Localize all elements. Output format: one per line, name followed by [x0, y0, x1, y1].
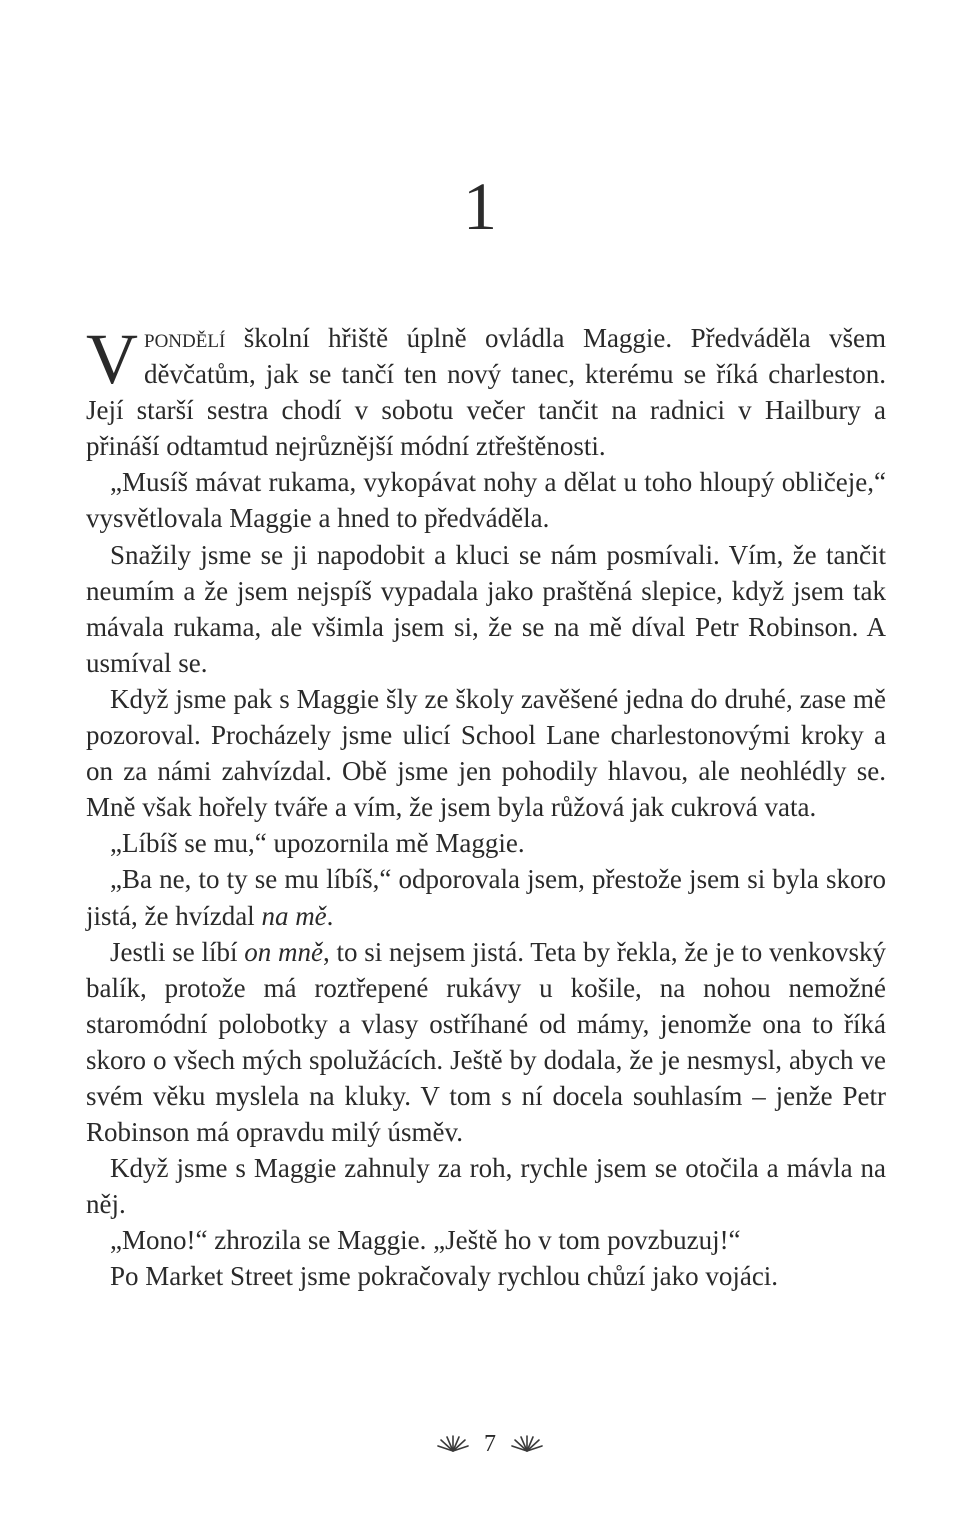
shell-ornament-icon	[436, 1435, 470, 1453]
page-footer	[0, 1424, 980, 1464]
paragraph-2: „Musíš mávat rukama, vykopávat nohy a dělat u toho hloupý obličeje,“ vysvětlovala Maggie a hned to předváděla.	[86, 467, 886, 534]
body-text	[86, 320, 886, 1295]
paragraph-3: Snažily jsme se ji napodobit a kluci se nám posmívali. Vím, že tančit neumím a že jsem nejspíš vypadala jako praštěná slepice, když jsem tak mávala rukama, ale všimla jsem si, že se na mě díval Petr Robinson. A usmíval se.	[86, 539, 886, 678]
paragraph-text: Jestli se líbí	[110, 936, 245, 967]
paragraph-text: školní hřiště úplně ovládla Maggie. Předváděla všem děvčatům, jak se tančí ten nový tanec, kterému se říká charleston. Její starší sestra chodí v sobotu večer tančit na radnici v Hailbury a přináší odtamtud nejrůznější módní ztřeštěnosti.	[86, 323, 886, 462]
paragraph-text: .	[326, 900, 334, 931]
italic-text: on mně	[244, 936, 324, 967]
paragraph-9: „Mono!“ zhrozila se Maggie. „Ještě ho v tom povzbuzuj!“	[110, 1225, 741, 1256]
paragraph-1	[86, 320, 886, 464]
paragraph-6	[86, 861, 886, 933]
paragraph-text: „Ba ne, to ty se mu líbíš,“ odporovala jsem, přestože jsem si byla skoro jistá, že hvízdal	[86, 864, 886, 931]
italic-text: na mě	[261, 900, 327, 931]
paragraph-4: Když jsme pak s Maggie šly ze školy zavěšené jedna do druhé, zase mě pozoroval. Procházely jsme ulicí School Lane charlestonovými kroky a on za námi zahvízdal. Obě jsme jen pohodily hlavou, ale neohlédly se. Mně však hořely tváře a vím, že jsem byla růžová jak cukrová vata.	[86, 683, 886, 823]
chapter-number: 1	[463, 168, 497, 244]
paragraph-7	[86, 934, 886, 1151]
drop-cap: V	[86, 319, 138, 399]
shell-ornament-icon	[510, 1435, 544, 1453]
paragraph-5: „Líbíš se mu,“ upozornila mě Maggie.	[110, 828, 525, 859]
paragraph-text: , to si nejsem jistá. Teta by řekla, že je to venkovský balík, protože má roztřepené rukávy u košile, na nohou nemožné staromódní polobotky a vlasy ostříhané od mámy, jenomže ona to říká skoro o všech mých spolužácích. Ještě by dodala, že je nesmysl, abych ve svém věku myslela na kluky. V tom s ní docela souhlasím – jenže Petr Robinson má opravdu milý úsměv.	[86, 936, 887, 1148]
page-number: 7	[484, 1430, 496, 1457]
paragraph-8: Když jsme s Maggie zahnuly za roh, rychle jsem se otočila a mávla na něj.	[86, 1153, 886, 1220]
lead-word: pondělí	[144, 323, 226, 353]
paragraph-10: Po Market Street jsme pokračovaly rychlou chůzí jako vojáci.	[110, 1261, 779, 1292]
